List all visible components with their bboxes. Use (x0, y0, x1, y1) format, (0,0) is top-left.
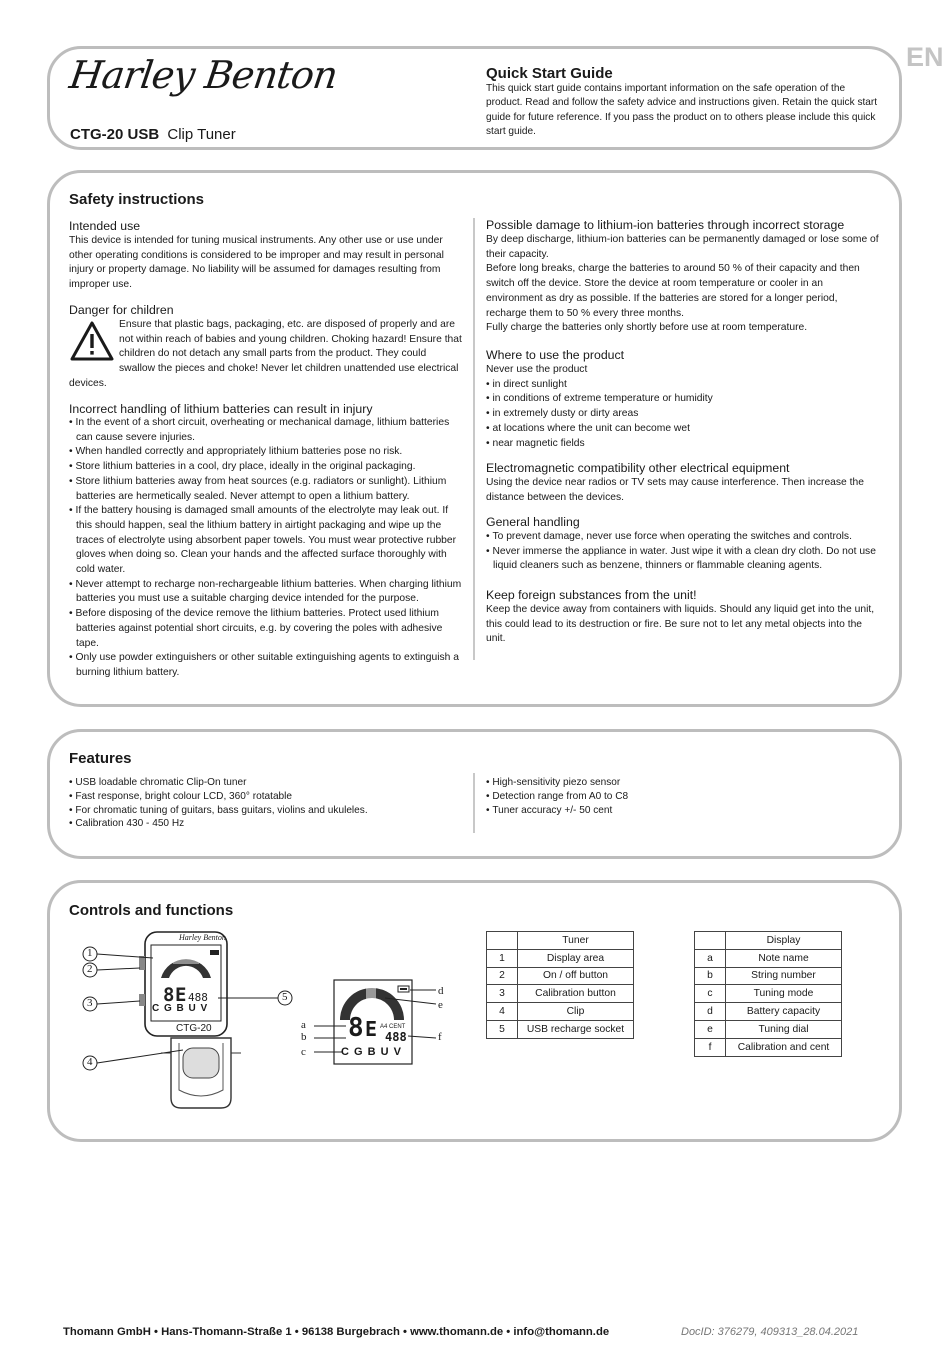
list-item: • USB loadable chromatic Clip-On tuner (69, 776, 463, 790)
emc-text: Using the device near radios or TV sets may cause interference. Then increase the distance between the devices. (486, 477, 864, 503)
column-divider (473, 218, 475, 660)
list-item: • Fast response, bright colour LCD, 360° rotatable (69, 790, 463, 804)
features-title: Features (69, 750, 132, 767)
list-item: • in direct sunlight (486, 378, 880, 393)
table-cell: On / off button (518, 967, 634, 985)
safety-title: Safety instructions (69, 191, 205, 208)
children-text (69, 318, 463, 392)
table-cell: Display area (518, 949, 634, 967)
table-cell: 5 (487, 1020, 518, 1038)
tuner-table (486, 931, 634, 1039)
intended-use-title: Intended use (69, 219, 141, 233)
intended-use-text: This device is intended for tuning musical instruments. Any other use or use under other operating conditions is considered to be improper and may result in personal injury or property damage. No liability will be assumed for damages resulting from improper use. (69, 235, 444, 291)
features-left-list (69, 776, 463, 831)
tuner-brand-label: Harley Benton (179, 933, 226, 942)
list-item: • in extremely dusty or dirty areas (486, 407, 880, 422)
callout-1: 1 (87, 947, 93, 959)
product-line (70, 126, 236, 143)
lcd-string-digit: E (365, 1017, 378, 1041)
table-cell: Tuning dial (726, 1020, 842, 1038)
list-item: • Calibration 430 - 450 Hz (69, 817, 463, 831)
table-cell: Note name (726, 949, 842, 967)
storage-para: By deep discharge, lithium-ion batteries can be permanently damaged or lose some of their capacity. (486, 234, 879, 260)
table-cell: Tuning mode (726, 985, 842, 1003)
language-tag: EN (906, 42, 944, 72)
qsg-text: This quick start guide contains important information on the safe operation of the product. Read and follow the safety advice and instructions given. Retain the quick start guide for future reference. If you pass the product on to others please include this quick start guide. (486, 83, 878, 137)
table-header-row (695, 932, 842, 950)
callout-3: 3 (87, 997, 93, 1009)
tuner-callouts (78, 944, 298, 1074)
list-item: • High-sensitivity piezo sensor (486, 776, 880, 790)
callout-5: 5 (282, 991, 288, 1003)
table-cell: Battery capacity (726, 1003, 842, 1021)
table-row (695, 949, 842, 967)
list-item: • To prevent damage, never use force when operating the switches and controls. (486, 530, 880, 545)
children-text-body: Ensure that plastic bags, packaging, etc. are disposed of properly and are not within reach of babies and young children. Choking hazard! Ensure that children do not detach any small parts from the product. They could swallow the pieces and choke! Never let children unattended use electrical devices. (69, 319, 462, 389)
emc-title: Electromagnetic compatibility other electrical equipment (486, 461, 790, 475)
table-row (695, 985, 842, 1003)
callout-4: 4 (87, 1056, 93, 1068)
footer-address: Thomann GmbH • Hans-Thomann-Straße 1 • 96138 Burgebrach • www.thomann.de • info@thomann.de (63, 1326, 610, 1338)
list-item: • Never immerse the appliance in water. Just wipe it with a clean dry cloth. Do not use liquid cleaners such as benzene, thinners or flammable cleaning agents. (486, 545, 880, 574)
list-item: • Store lithium batteries in a cool, dry place, ideally in the original packaging. (69, 460, 463, 475)
list-item: • When handled correctly and appropriately lithium batteries pose no risk. (69, 445, 463, 460)
lcd-strings-small: C G B U V (152, 1003, 209, 1014)
callout-a: a (301, 1019, 306, 1031)
callout-2: 2 (87, 963, 93, 975)
list-item: • Detection range from A0 to C8 (486, 790, 880, 804)
table-cell: String number (726, 967, 842, 985)
children-title: Danger for children (69, 303, 174, 317)
table-cell: 1 (487, 949, 518, 967)
storage-title: Possible damage to lithium-ion batteries through incorrect storage (486, 218, 845, 232)
where-title: Where to use the product (486, 348, 625, 362)
table-cell: Calibration button (518, 985, 634, 1003)
lcd-calibration-digits: 488 (385, 1030, 407, 1044)
table-cell: b (695, 967, 726, 985)
list-item: • For chromatic tuning of guitars, bass guitars, violins and ukuleles. (69, 804, 463, 818)
table-row (487, 1003, 634, 1021)
list-item: • If the battery housing is damaged small amounts of the electrolyte may leak out. If this should happen, seal the lithium battery in airtight packaging and wipe up the traces of electrolyte using absorbent paper towels. You must wear protective rubber gloves when doing so. Clean your hands and the affected surface thoroughly with cold water. (69, 504, 463, 578)
table-cell: c (695, 985, 726, 1003)
controls-title: Controls and functions (69, 902, 234, 919)
callout-c: c (301, 1046, 306, 1058)
list-item: • In the event of a short circuit, overheating or mechanical damage, lithium batteries can cause severe injuries. (69, 416, 463, 445)
table-row (487, 985, 634, 1003)
storage-para: Fully charge the batteries only shortly before use at room temperature. (486, 322, 808, 334)
table-row (695, 967, 842, 985)
general-list (486, 530, 880, 574)
table-cell: f (695, 1038, 726, 1056)
callout-b: b (301, 1031, 307, 1043)
callout-f: f (438, 1031, 442, 1043)
table-cell: Calibration and cent (726, 1038, 842, 1056)
list-item: • Only use powder extinguishers or other suitable extinguishing agents to extinguish a burning lithium battery. (69, 651, 463, 680)
table-header: Display (726, 932, 842, 950)
svg-text:E: E (175, 984, 187, 1006)
list-item: • Store lithium batteries away from heat sources (e.g. radiators or sunlight). Lithium batteries are hermetically sealed. Never attempt to open a lithium battery. (69, 475, 463, 504)
table-row (695, 1003, 842, 1021)
list-item: • Tuner accuracy +/- 50 cent (486, 804, 880, 818)
foreign-text: Keep the device away from containers with liquids. Should any liquid get into the unit, this could lead to its destruction or fire. Be sure not to let any metal objects into the unit. (486, 604, 875, 645)
model-name: CTG-20 USB (70, 126, 160, 143)
list-item: • at locations where the unit can become wet (486, 422, 880, 437)
lithium-list (69, 416, 463, 681)
column-divider (473, 773, 475, 833)
general-title: General handling (486, 515, 580, 529)
callout-d: d (438, 985, 444, 997)
table-cell: Clip (518, 1003, 634, 1021)
features-right-list (486, 776, 880, 817)
list-item: • near magnetic fields (486, 437, 880, 452)
lithium-title: Incorrect handling of lithium batteries can result in injury (69, 402, 373, 416)
lcd-strings: C G B U V (341, 1046, 402, 1058)
table-header: Tuner (518, 932, 634, 950)
brand-logo: Harley Benton (66, 53, 340, 97)
table-cell: 4 (487, 1003, 518, 1021)
list-item: • Never attempt to recharge non-rechargeable lithium batteries. When charging lithium batteries you must use a suitable charging device intended for the purpose. (69, 578, 463, 607)
list-item: • in conditions of extreme temperature or humidity (486, 392, 880, 407)
table-row (487, 949, 634, 967)
foreign-title: Keep foreign substances from the unit! (486, 588, 697, 602)
table-row (487, 967, 634, 985)
footer-docid: DocID: 376279, 409313_28.04.2021 (681, 1326, 859, 1338)
svg-text:488: 488 (188, 991, 208, 1004)
table-cell: d (695, 1003, 726, 1021)
table-cell: a (695, 949, 726, 967)
storage-text (486, 233, 880, 336)
where-text (486, 363, 880, 451)
table-row (487, 1020, 634, 1038)
table-cell: USB recharge socket (518, 1020, 634, 1038)
table-cell: e (695, 1020, 726, 1038)
table-cell: 3 (487, 985, 518, 1003)
table-cell: 2 (487, 967, 518, 985)
lcd-note-digit: 8 (348, 1013, 364, 1043)
where-intro: Never use the product (486, 364, 588, 375)
svg-text:8: 8 (163, 984, 175, 1006)
lcd-cent-label: A4 CENT (380, 1024, 406, 1030)
table-row (695, 1038, 842, 1056)
product-name: Clip Tuner (167, 126, 236, 143)
display-table (694, 931, 842, 1057)
table-header-row (487, 932, 634, 950)
storage-para: Before long breaks, charge the batteries to around 50 % of their capacity and then switch off the device. Store the device at room temperature or cooler in an environment as dry as possible. If the batteries are stored for a longer period, recharge them to 50 % every three months. (486, 263, 860, 319)
callout-e: e (438, 999, 443, 1011)
list-item: • Before disposing of the device remove the lithium batteries. Protect used lithium batteries against potential short circuits, e.g. by covering the poles with adhesive tape. (69, 607, 463, 651)
device-label: CTG-20 (176, 1023, 212, 1034)
table-row (695, 1020, 842, 1038)
qsg-title: Quick Start Guide (486, 65, 613, 82)
